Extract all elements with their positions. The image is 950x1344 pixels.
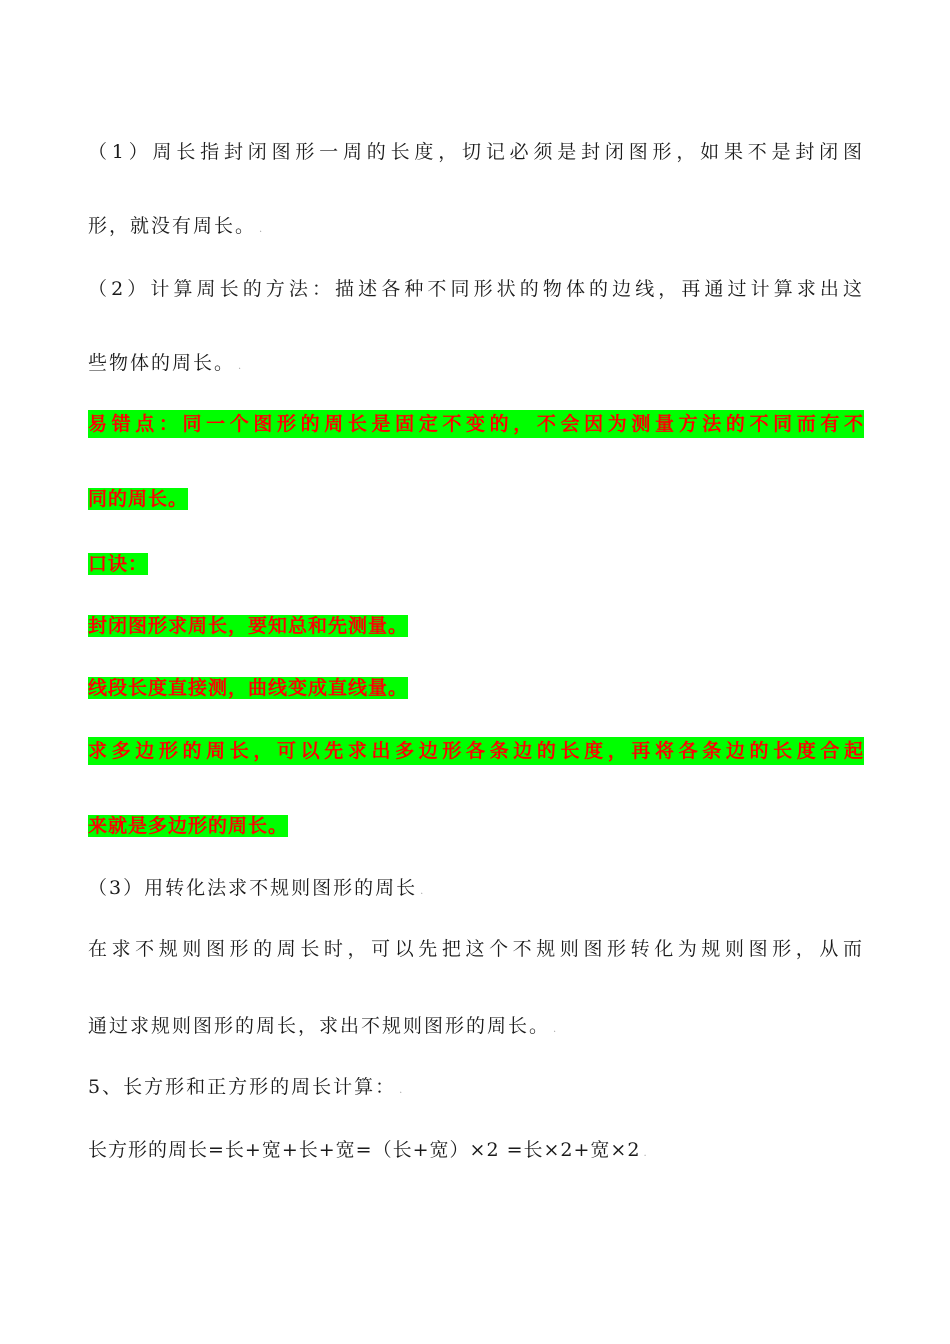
rhyme-line-1 [88,612,408,640]
formula-text: 长方形的周长=长+宽+长+宽=（长+宽）×2 =长×2+宽×2 [88,1139,641,1161]
error-point-line-1: 易错点：同一个图形的周长是固定不变的，不会因为测量方法的不同而有不 [88,410,864,438]
rectangle-perimeter-formula [88,1136,647,1168]
paragraph-1-line-2 [88,212,262,244]
paragraph-1-line-2-text: 形，就没有周长。 [88,215,257,237]
paragraph-3-line-1: 在求不规则图形的周长时，可以先把这个不规则图形转化为规则图形，从而 [88,938,864,960]
paragraph-2-line-1: （2）计算周长的方法：描述各种不同形状的物体的边线，再通过计算求出这 [88,278,864,300]
paragraph-3-title [88,874,423,906]
error-point-line-2-text: 同的周长。 [88,488,189,510]
rhyme-line-1-text: 封闭图形求周长，要知总和先测量。 [88,615,409,637]
paragraph-mark-icon: . [238,361,242,372]
rhyme-line-2-text: 线段长度直接测，曲线变成直线量。 [88,677,409,699]
paragraph-2-line-2 [88,349,241,381]
rhyme-title [88,550,148,578]
paragraph-1-line-1: （1）周长指封闭图形一周的长度，切记必须是封闭图形，如果不是封闭图 [88,141,864,163]
rhyme-line-3-part-1: 求多边形的周长，可以先求出多边形各条边的长度，再将各条边的长度合起 [88,737,864,765]
section-5-title [88,1073,402,1105]
rhyme-title-text: 口诀： [88,553,149,575]
rhyme-line-2 [88,674,408,702]
paragraph-mark-icon: . [399,1085,403,1096]
paragraph-3-line-2-text: 通过求规则图形的周长，求出不规则图形的周长。 [88,1015,551,1037]
paragraph-mark-icon: . [420,886,424,897]
error-point-line-2 [88,485,188,513]
paragraph-2-line-2-text: 些物体的周长。 [88,352,236,374]
paragraph-mark-icon: . [553,1024,557,1035]
paragraph-mark-icon: . [643,1148,647,1159]
section-5-title-text: 5、长方形和正方形的周长计算： [88,1076,397,1098]
paragraph-3-line-2 [88,1012,556,1044]
paragraph-3-title-text: （3）用转化法求不规则图形的周长 [88,877,418,899]
rhyme-line-3-part-2-text: 来就是多边形的周长。 [88,815,289,837]
rhyme-line-3-part-2 [88,812,288,840]
paragraph-mark-icon: . [259,224,263,235]
